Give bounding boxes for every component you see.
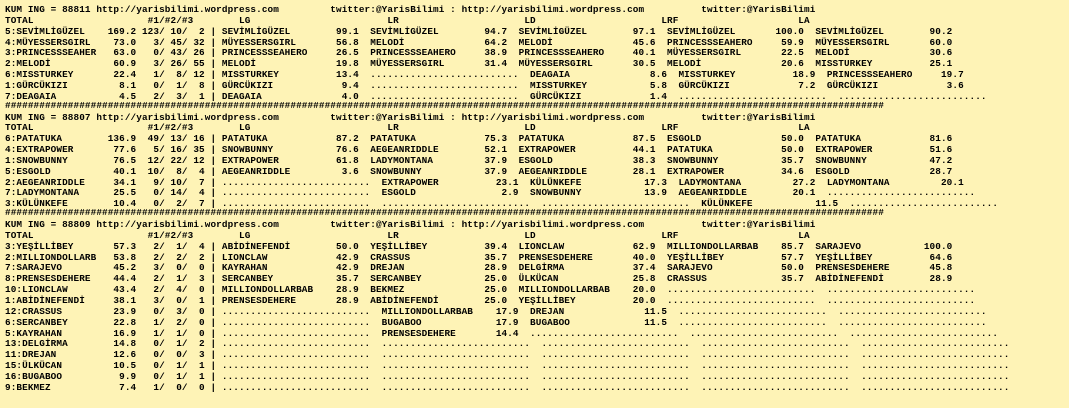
column-header-line: TOTAL #1/#2/#3 LG LR LD LRF LA — [5, 14, 810, 26]
separator-line: ########################################################################################################################################################## — [5, 99, 884, 111]
horse-row: 13:DELGİRMA 14.8 0/ 1/ 2 | .......................... .......................... .......................... .......................... .......................... — [5, 338, 1010, 350]
horse-row: 3:YEŞİLLİBEY 57.3 2/ 1/ 4 | ABİDİNEFENDİ 50.0 YEŞİLLİBEY 39.4 LIONCLAW 62.9 MILLIONDOLLARBAB 85.7 SARAJEVO 100.0 — [5, 240, 953, 252]
horse-row: 15:ÜLKÜCAN 10.5 0/ 1/ 1 | .......................... .......................... .......................... .......................... .......................... — [5, 360, 1010, 372]
horse-row: 4:MÜYESSERSGIRL 73.0 3/ 45/ 32 | MÜYESSERSGIRL 56.8 MELODİ 64.2 MELODİ 45.6 PRINCESSSEAHERO 59.9 MÜYESSERSGIRL 60.0 — [5, 36, 953, 48]
horse-row: 1:GÜRCÜKIZI 8.1 0/ 1/ 8 | GÜRCÜKIZI 9.4 .......................... MISSTURKEY 5.8 GÜRCÜKIZI 7.2 GÜRCÜKIZI 3.6 — [5, 79, 964, 91]
horse-row: 7:SARAJEVO 45.2 3/ 0/ 0 | KAYRAHAN 42.9 DREJAN 28.9 DELGİRMA 37.4 SARAJEVO 50.0 PRENSESDEHERE 45.8 — [5, 262, 953, 274]
horse-row: 9:BEKMEZ 7.4 1/ 0/ 0 | .......................... .......................... .......................... .......................... .......................... — [5, 381, 1010, 393]
horse-row: 16:BUGABOO 9.9 0/ 1/ 1 | .......................... .......................... .......................... .......................... .......................... — [5, 370, 1010, 382]
horse-row: 5:KAYRAHAN 16.9 1/ 1/ 0 | .......................... PRENSESDEHERE 14.4 .......................... .......................... .......................... — [5, 327, 999, 339]
horse-row: 7:DEAGAIA 4.5 2/ 3/ 1 | DEAGAIA 4.0 .......................... GÜRCÜKIZI 1.4 .......................... .......................... — [5, 90, 987, 102]
race-header-line: KUM ING = 88807 http://yarisbilimi.wordpress.com twitter:@YarisBilimi : http://yarisbilimi.wordpress.com twitter:@YarisBilimi — [5, 111, 816, 123]
horse-row: 4:EXTRAPOWER 77.6 5/ 16/ 35 | SNOWBUNNY 76.6 AEGEANRIDDLE 52.1 EXTRAPOWER 44.1 PATATUKA 50.0 EXTRAPOWER 51.6 — [5, 144, 953, 156]
horse-row: 11:DREJAN 12.6 0/ 0/ 3 | .......................... .......................... .......................... .......................... .......................... — [5, 349, 1010, 361]
column-header-line: TOTAL #1/#2/#3 LG LR LD LRF LA — [5, 122, 810, 134]
separator-line: ########################################################################################################################################################## — [5, 207, 884, 219]
race-header-line: KUM ING = 88809 http://yarisbilimi.wordpress.com twitter:@YarisBilimi : http://yarisbilimi.wordpress.com twitter:@YarisBilimi — [5, 219, 816, 230]
horse-row: 3:PRINCESSSEAHER 63.0 0/ 43/ 26 | PRINCESSSEAHERO 26.5 PRINCESSSEAHERO 38.9 PRINCESSSEAHERO 40.1 MÜYESSERSGIRL 22.5 MELODİ 30.6 — [5, 47, 953, 59]
horse-row: 7:LADYMONTANA 25.5 0/ 14/ 4 | .......................... ESGOLD 2.9 SNOWBUNNY 13.9 AEGEANRIDDLE 20.1 .......................... — [5, 187, 976, 199]
column-header-line: TOTAL #1/#2/#3 LG LR LD LRF LA — [5, 229, 810, 241]
horse-row: 6:PATATUKA 136.9 49/ 13/ 16 | PATATUKA 87.2 PATATUKA 75.3 PATATUKA 87.5 ESGOLD 50.0 PATATUKA 81.6 — [5, 133, 953, 145]
race-header-line: KUM ING = 88811 http://yarisbilimi.wordpress.com twitter:@YarisBilimi : http://yarisbilimi.wordpress.com twitter:@YarisBilimi — [5, 4, 816, 15]
horse-row: 1:SNOWBUNNY 76.5 12/ 22/ 12 | EXTRAPOWER 61.8 LADYMONTANA 37.9 ESGOLD 38.3 SNOWBUNNY 35.7 SNOWBUNNY 47.2 — [5, 154, 953, 166]
horse-row: 8:PRENSESDEHERE 44.4 2/ 1/ 3 | SERCANBEY 35.7 SERCANBEY 25.0 ÜLKÜCAN 25.8 CRASSUS 35.7 ABİDİNEFENDİ 28.9 — [5, 273, 953, 285]
horse-row: 6:SERCANBEY 22.8 1/ 2/ 0 | .......................... BUGABOO 17.9 BUGABOO 11.5 .......................... .......................... — [5, 316, 987, 328]
horse-row: 10:LIONCLAW 43.4 2/ 4/ 0 | MILLIONDOLLARBAB 28.9 BEKMEZ 25.0 MILLIONDOLLARBAB 20.0 .......................... .......................... — [5, 284, 976, 296]
horse-row: 3:KÜLÜNKEFE 10.4 0/ 2/ 7 | .......................... .......................... .......................... KÜLÜNKEFE 11.5 .......................... — [5, 198, 999, 210]
horse-row: 2:MELODİ 60.9 3/ 26/ 55 | MELODİ 19.8 MÜYESSERSGIRL 31.4 MÜYESSERSGIRL 30.5 MELODİ 20.6 MISSTURKEY 25.1 — [5, 58, 953, 70]
horse-row: 12:CRASSUS 23.9 0/ 3/ 0 | .......................... MILLIONDOLLARBAB 17.9 DREJAN 11.5 .......................... .......................... — [5, 305, 987, 317]
horse-row: 5:ESGOLD 40.1 10/ 8/ 4 | AEGEANRIDDLE 3.6 SNOWBUNNY 37.9 AEGEANRIDDLE 28.1 EXTRAPOWER 34.6 ESGOLD 28.7 — [5, 165, 953, 177]
horse-row: 2:MILLIONDOLLARB 53.8 2/ 2/ 2 | LIONCLAW 42.9 CRASSUS 35.7 PRENSESDEHERE 40.0 YEŞİLLİBEY 57.7 YEŞİLLİBEY 64.6 — [5, 251, 953, 263]
horse-row: 2:AEGEANRIDDLE 34.1 9/ 10/ 7 | .......................... EXTRAPOWER 23.1 KÜLÜNKEFE 17.3 LADYMONTANA 27.2 LADYMONTANA 20.1 — [5, 176, 964, 188]
horse-row: 6:MISSTURKEY 22.4 1/ 8/ 12 | MISSTURKEY 13.4 .......................... DEAGAIA 8.6 MISSTURKEY 18.9 PRINCESSSEAHERO 19.7 — [5, 69, 964, 81]
horse-row: 5:SEVİMLİGÜZEL 169.2 123/ 10/ 2 | SEVİMLİGÜZEL 99.1 SEVİMLİGÜZEL 94.7 SEVİMLİGÜZEL 97.1 SEVİMLİGÜZEL 100.0 SEVİMLİGÜZEL 90.2 — [5, 25, 953, 37]
horse-row: 1:ABİDİNEFENDİ 38.1 3/ 0/ 1 | PRENSESDEHERE 28.9 ABİDİNEFENDİ 25.0 YEŞİLLİBEY 20.0 .......................... .......................... — [5, 294, 976, 306]
